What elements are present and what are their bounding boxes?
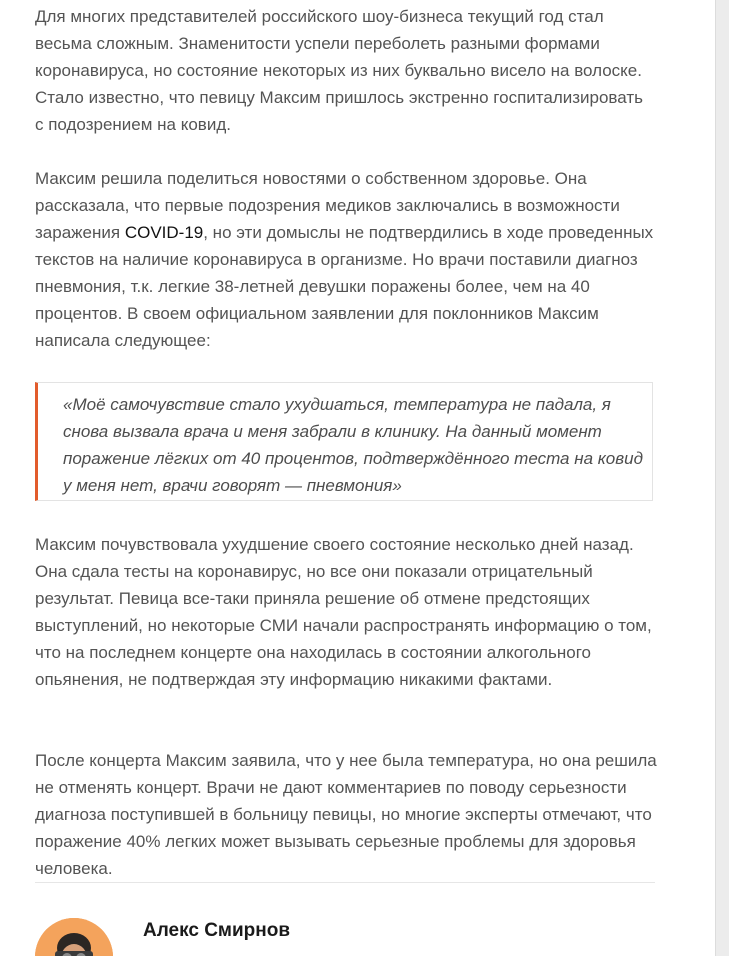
author-divider [35,882,655,883]
author-photo-icon [35,918,113,956]
paragraph-2-text-end: , но эти домыслы не подтвердились в ходе проведенных текстов на наличие коронавируса в организме. Но врачи поставили диагноз пневмония, т.к. легкие 38-летней девушки поражены более, чем на 40 процентов. В своем официальном заявлении для поклонников Максим написала следующее: [35,223,654,350]
article-paragraph-2 [35,165,660,354]
blockquote [35,382,653,501]
covid-19-link[interactable]: COVID-19 [124,223,204,242]
article-paragraph-1: Для многих представителей российского шоу-бизнеса текущий год стал весьма сложным. Знаменитости успели переболеть разными формами коронавируса, но состояние некоторых из них буквально висело на волоске. Стало известно, что певицу Максим пришлось экстренно госпитализировать с подозрением на ковид. [35,7,643,134]
author-avatar[interactable] [35,918,113,956]
page-scroll-gutter [715,0,729,956]
author-block [35,916,655,956]
quote-text: «Моё самочувствие стало ухудшаться, температура не падала, я снова вызвала врача и меня забрали в клинику. На данный момент поражение лёгких от 40 процентов, подтверждённого теста на ковид у меня нет, врачи говорят — пневмония» [63,395,643,495]
article-paragraph-4: После концерта Максим заявила, что у нее была температура, но она решила не отменять концерт. Врачи не дают комментариев по поводу серьезности диагноза поступившей в больницу певицы, но многие эксперты отмечают, что поражение 40% легких может вызывать серьезные проблемы для здоровья человека. [35,751,657,878]
author-name[interactable]: Алекс Смирнов [143,920,291,941]
article-paragraph-3: Максим почувствовала ухудшение своего состояние несколько дней назад. Она сдала тесты на коронавирус, но все они показали отрицательный результат. Певица все-таки приняла решение об отмене предстоящих выступлений, но некоторые СМИ начали распространять информацию о том, что на последнем концерте она находилась в состоянии алкогольного опьянения, не подтверждая эту информацию никакими фактами. [35,535,652,689]
paragraph-2-text-start: Максим решила поделиться новостями о собственном здоровье. Она рассказала, что первые подозрения медиков заключались в возможности заражения [35,169,620,242]
